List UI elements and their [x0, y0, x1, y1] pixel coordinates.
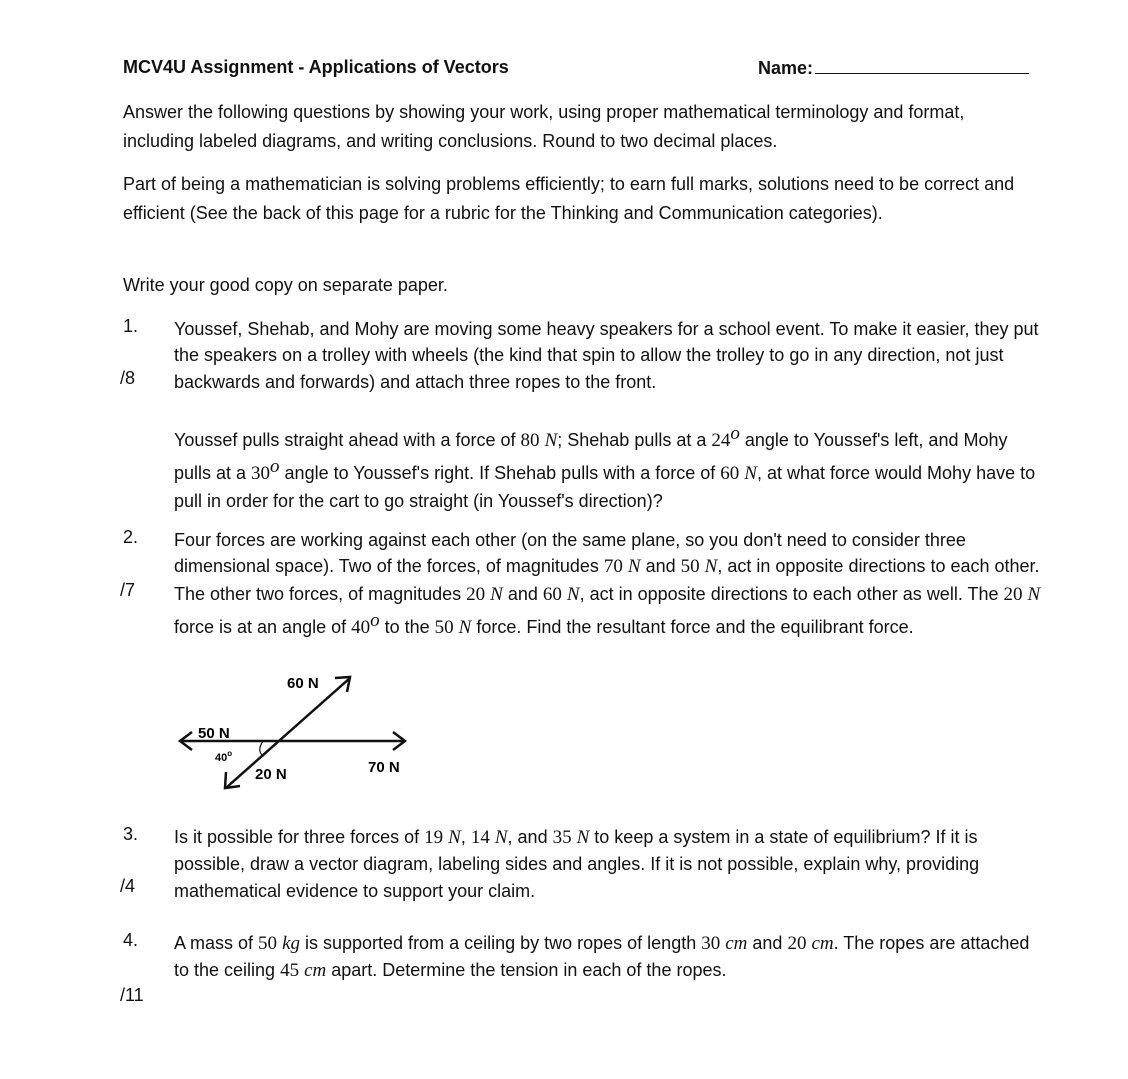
- question-1-text: Youssef, Shehab, and Mohy are moving some heavy speakers for a school event. To make it easier, they put the speakers on a trolley with wheels (the kind that spin to allow the trolley to go in any direction, not just backwards and forwards) and attach three ropes to the front.: [174, 319, 1039, 392]
- label-70n: 70 N: [368, 759, 400, 776]
- question-1-number: 1.: [123, 316, 139, 336]
- question-4-number: 4.: [123, 930, 139, 950]
- question-3-text: Is it possible for three forces of 19 N, 14 N, and 35 N to keep a system in a state of equilibrium? If it is possible, draw a vector diagram, labeling sides and angles. If it is not possible, explain why, providing mathematical evidence to support your claim.: [174, 827, 980, 901]
- question-2-marks: /7: [120, 580, 136, 600]
- intro-paragraph-3: Write your good copy on separate paper.: [123, 275, 448, 295]
- intro-paragraph-2: Part of being a mathematician is solving problems efficiently; to earn full marks, solutions need to be correct and efficient (See the back of this page for a rubric for the Thinking and Communication categories).: [123, 174, 1015, 223]
- label-angle: 40$^o$: [215, 749, 233, 764]
- assignment-title: MCV4U Assignment - Applications of Vectors: [123, 57, 509, 77]
- question-1-details: Youssef pulls straight ahead with a force of 80 N; Shehab pulls at a 24$^o$ angle to Youssef's left, and Mohy pulls at a 30$^o$ angle to Youssef's right. If Shehab pulls with a force of 60 N, at what force would Mohy have to pull in order for the cart to go straight (in Youssef's direction)?: [174, 423, 1036, 511]
- question-3-number: 3.: [123, 824, 139, 844]
- question-2-number: 2.: [123, 527, 139, 547]
- name-label: Name:: [758, 58, 814, 78]
- label-50n: 50 N: [198, 725, 230, 742]
- force-diagram: [170, 668, 420, 798]
- question-4-marks: /11: [120, 985, 144, 1005]
- name-blank-line: [815, 57, 1029, 74]
- label-60n: 60 N: [287, 675, 319, 692]
- question-2-text: Four forces are working against each other (on the same plane, so you don't need to consider three dimensional space). Two of the forces, of magnitudes 70 N and 50 N, act in opposite directions to each other. The other two forces, of magnitudes 20 N and 60 N, act in opposite directions to each other as well. The 20 N force is at an angle of 40$^o$ to the 50 N force. Find the resultant force and the equilibrant force.: [174, 530, 1041, 638]
- question-3-marks: /4: [120, 876, 136, 896]
- label-20n: 20 N: [255, 766, 287, 783]
- intro-paragraph-1: Answer the following questions by showing your work, using proper mathematical terminology and format, including labeled diagrams, and writing conclusions. Round to two decimal places.: [123, 102, 965, 151]
- question-1-marks: /8: [120, 368, 136, 388]
- question-4-text: A mass of 50 kg is supported from a ceiling by two ropes of length 30 cm and 20 cm. The ropes are attached to the ceiling 45 cm apart. Determine the tension in each of the ropes.: [174, 933, 1030, 982]
- name-field: [758, 57, 1029, 79]
- diagonal-force-line: [227, 678, 350, 787]
